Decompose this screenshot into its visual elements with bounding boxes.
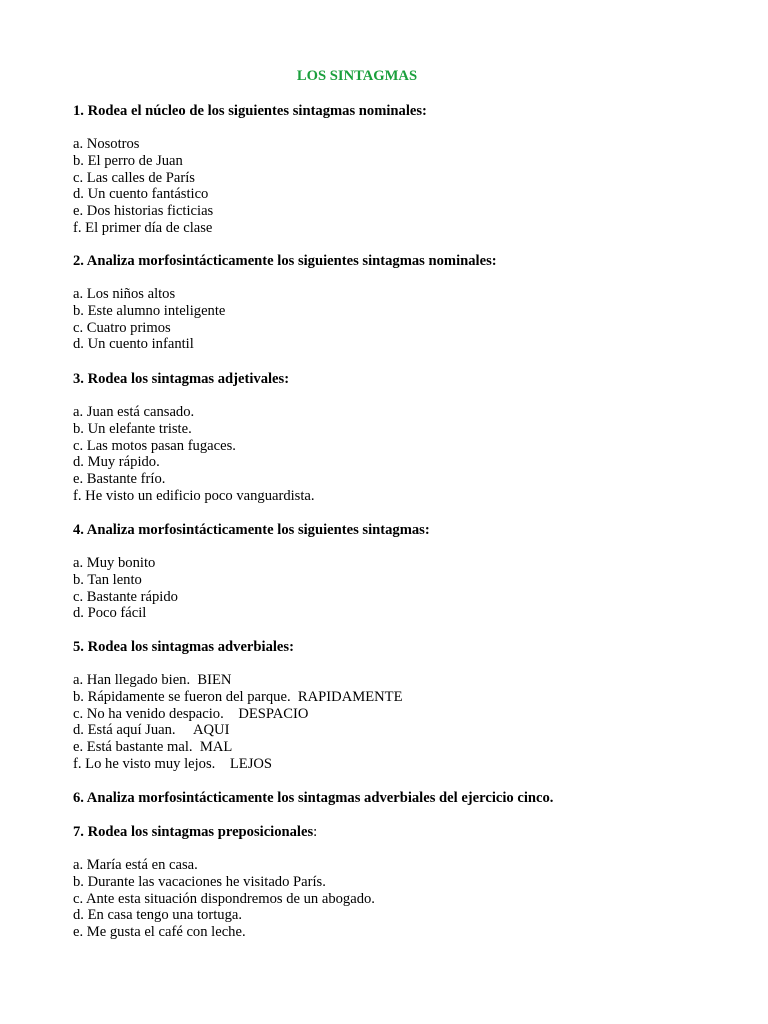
list-item: f. Lo he visto muy lejos. LEJOS	[73, 755, 273, 772]
list-item: d. En casa tengo una tortuga.	[73, 907, 242, 924]
list-item: a. Juan está cansado.	[73, 404, 195, 420]
list-item: d. Un cuento fantástico	[73, 186, 209, 203]
exercise-1-heading: 1. Rodea el núcleo de los siguientes sintagmas nominales:	[73, 103, 427, 119]
list-item: e. Me gusta el café con leche.	[73, 924, 246, 941]
list-item: a. Muy bonito	[73, 555, 156, 571]
list-item: b. Tan lento	[73, 571, 142, 588]
list-item: b. Rápidamente se fueron del parque. RAPIDAMENTE	[73, 688, 403, 705]
list-item: d. Muy rápido.	[73, 454, 160, 471]
exercise-6-heading: 6. Analiza morfosintácticamente los sintagmas adverbiales del ejercicio cinco.	[73, 790, 554, 806]
list-item: d. Un cuento infantil	[73, 336, 194, 353]
list-item: b. Un elefante triste.	[73, 420, 192, 437]
list-item: c. No ha venido despacio. DESPACIO	[73, 705, 309, 722]
exercise-7-heading-text: 7. Rodea los sintagmas preposicionales	[73, 824, 314, 840]
exercise-4	[73, 522, 430, 622]
list-item: c. Cuatro primos	[73, 319, 171, 336]
exercise-7-heading	[73, 824, 375, 841]
exercise-6	[73, 790, 553, 807]
list-item: e. Dos historias ficticias	[73, 203, 214, 220]
exercise-5	[73, 639, 403, 773]
list-item: d. Está aquí Juan. AQUI	[73, 722, 230, 739]
exercise-7-heading-colon: :	[313, 824, 318, 840]
list-item: b. Este alumno inteligente	[73, 302, 226, 319]
list-item: a. Los niños altos	[73, 286, 176, 302]
list-item: f. He visto un edificio poco vanguardista.	[73, 487, 315, 504]
list-item: c. Las calles de París	[73, 169, 195, 186]
list-item: b. El perro de Juan	[73, 152, 183, 169]
exercise-4-items	[73, 555, 430, 622]
exercise-3-items	[73, 404, 315, 505]
list-item: c. Ante esta situación dispondremos de un abogado.	[73, 890, 375, 907]
list-item: a. Nosotros	[73, 136, 140, 152]
list-item: c. Las motos pasan fugaces.	[73, 437, 236, 454]
page-title: LOS SINTAGMAS	[296, 68, 418, 84]
exercise-3-heading: 3. Rodea los sintagmas adjetivales:	[73, 371, 290, 387]
list-item: f. El primer día de clase	[73, 219, 213, 236]
list-item: c. Bastante rápido	[73, 588, 178, 605]
exercise-2	[73, 253, 497, 353]
list-item: d. Poco fácil	[73, 605, 147, 622]
exercise-7	[73, 824, 375, 941]
exercise-5-items	[73, 672, 403, 773]
list-item: e. Está bastante mal. MAL	[73, 739, 233, 756]
list-item: e. Bastante frío.	[73, 471, 166, 488]
exercise-7-items	[73, 857, 375, 941]
exercise-1-items	[73, 136, 427, 237]
exercise-3	[73, 371, 315, 505]
list-item: b. Durante las vacaciones he visitado París.	[73, 873, 326, 890]
exercise-2-heading: 2. Analiza morfosintácticamente los siguientes sintagmas nominales:	[73, 253, 497, 269]
exercise-4-heading: 4. Analiza morfosintácticamente los siguientes sintagmas:	[73, 522, 430, 538]
exercise-1	[73, 103, 427, 237]
exercise-2-items	[73, 286, 497, 353]
exercise-5-heading: 5. Rodea los sintagmas adverbiales:	[73, 639, 294, 655]
list-item: a. Han llegado bien. BIEN	[73, 672, 232, 688]
list-item: a. María está en casa.	[73, 857, 198, 873]
